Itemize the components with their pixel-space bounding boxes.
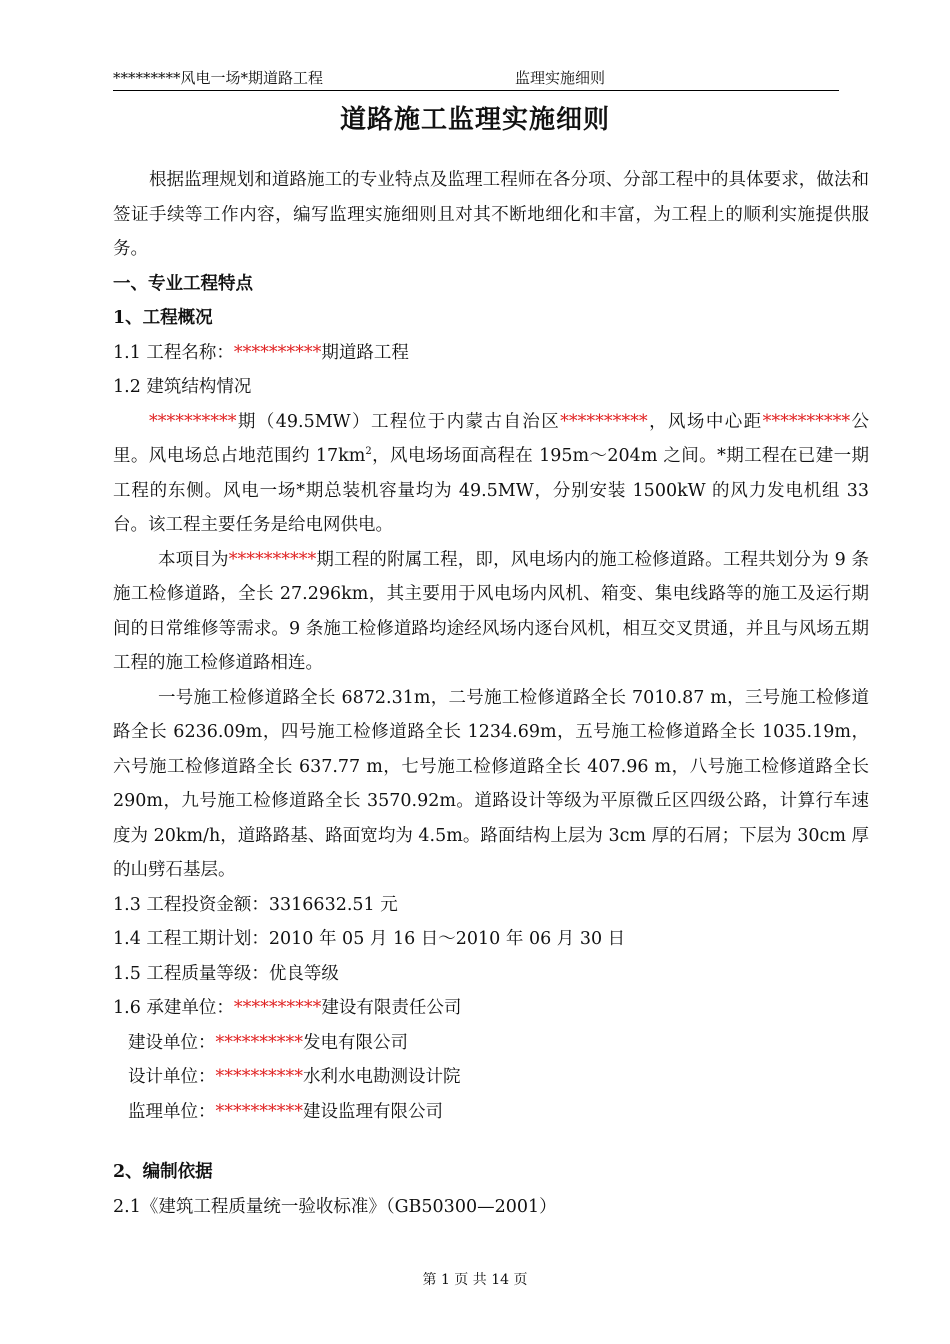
redacted-mask: ********** bbox=[233, 342, 322, 363]
header-doc-title: 监理实施细则 bbox=[515, 69, 606, 87]
structure-heading: 1.2 建筑结构情况 bbox=[113, 377, 252, 397]
owner-value: 发电有限公司 bbox=[303, 1032, 408, 1053]
redacted-mask: ********** bbox=[233, 998, 322, 1018]
overview-text: 本项目为 bbox=[158, 549, 229, 570]
overview-text: ，风电场场面高程在 195m～204m 之间。*期工程在已建一期工程的东侧。风电一场*期总装机容量均为 49.5MW，分别安装 1500kW 的风力发电机组 33 台。该工程主要任务是给电网供电。 bbox=[113, 446, 869, 535]
document-title: 道路施工监理实施细则 bbox=[339, 105, 610, 135]
investment-line: 1.3 工程投资金额：3316632.51 元 bbox=[113, 894, 398, 915]
designer-line bbox=[113, 1060, 869, 1095]
designer-value: 水利水电勘测设计院 bbox=[303, 1067, 461, 1087]
intro-paragraph: 根据监理规划和道路施工的专业特点及监理工程师在各分项、分部工程中的具体要求，做法和签证手续等工作内容，编写监理实施细则且对其不断地细化和丰富，为工程上的顺利实施提供服务。 bbox=[113, 170, 869, 259]
overview-text: 期（49.5MW）工程位于内蒙古自治区 bbox=[236, 411, 561, 432]
schedule-line: 1.4 工程工期计划：2010 年 05 月 16 日～2010 年 06 月 30 日 bbox=[113, 929, 626, 949]
page-footer: 第 1 页 共 14 页 bbox=[422, 1272, 528, 1288]
project-name-line bbox=[113, 336, 869, 371]
project-overview-heading: 1、工程概况 bbox=[113, 308, 213, 328]
section1-heading: 一、专业工程特点 bbox=[113, 273, 253, 294]
overview-text: ，风场中心距 bbox=[647, 411, 763, 432]
supervisor-label: 监理单位： bbox=[128, 1101, 216, 1122]
redacted-mask: ********** bbox=[215, 1101, 303, 1122]
document-body bbox=[113, 163, 869, 1224]
overview-paragraph-2 bbox=[113, 543, 869, 681]
supervisor-value: 建设监理有限公司 bbox=[303, 1101, 443, 1122]
overview-text: 期工程的附属工程，即，风电场内的施工检修道路。工程共划分为 9 条施工检修道路，全长 27.296km，其主要用于风电场内风机、箱变、集电线路等的施工及运行期间的日常维修等需求。9 条施工检修道路均途经风场内逐台风机，相互交叉贯通，并且与风场五期工程的施工检修道路相连。 bbox=[113, 549, 870, 673]
contractor-line bbox=[113, 991, 869, 1026]
redacted-mask: ********** bbox=[560, 411, 648, 432]
owner-label: 建设单位： bbox=[128, 1032, 216, 1053]
redacted-mask: ********** bbox=[762, 411, 851, 432]
redacted-mask: ********** bbox=[149, 411, 237, 432]
overview-text: 公里。风电场总占地范围约 17km bbox=[113, 411, 870, 466]
basis-item-1: 2.1《建筑工程质量统一验收标准》（GB50300—2001） bbox=[113, 1196, 557, 1217]
project-name-label: 1.1 工程名称： bbox=[113, 342, 234, 363]
superscript: 2 bbox=[365, 446, 372, 458]
owner-line bbox=[113, 1026, 869, 1061]
redacted-mask: ********** bbox=[228, 549, 317, 570]
redacted-mask: ********** bbox=[215, 1032, 303, 1053]
road-lengths-paragraph: 一号施工检修道路全长 6872.31m，二号施工检修道路全长 7010.87 m，三号施工检修道路全长 6236.09m，四号施工检修道路全长 1234.69m，五号施工检修道路全长 1035.19m，六号施工检修道路全长 637.77 m，七号施工检修道路全长 407.96 m，八号施工检修道路全长 290m，九号施工检修道路全长 3570.92m。道路设计等级为平原微丘区四级公路，计算行车速度为 20km/h，道路路基、路面宽均为 4.5m。路面结构上层为 3cm 厚的石屑；下层为 30cm 厚的山劈石基层。 bbox=[113, 687, 869, 880]
contractor-label: 1.6 承建单位： bbox=[113, 998, 234, 1018]
quality-line: 1.5 工程质量等级：优良等级 bbox=[113, 963, 339, 984]
overview-paragraph-1 bbox=[113, 405, 869, 543]
header-project-name: *********风电一场*期道路工程 bbox=[113, 69, 324, 87]
contractor-value: 建设有限责任公司 bbox=[321, 998, 462, 1018]
section2-heading: 2、编制依据 bbox=[113, 1162, 213, 1182]
designer-label: 设计单位： bbox=[128, 1067, 216, 1087]
spacer bbox=[113, 1129, 869, 1155]
supervisor-line bbox=[113, 1095, 869, 1130]
page-header bbox=[113, 66, 839, 91]
redacted-mask: ********** bbox=[215, 1067, 303, 1087]
project-name-value: 期道路工程 bbox=[321, 342, 409, 363]
